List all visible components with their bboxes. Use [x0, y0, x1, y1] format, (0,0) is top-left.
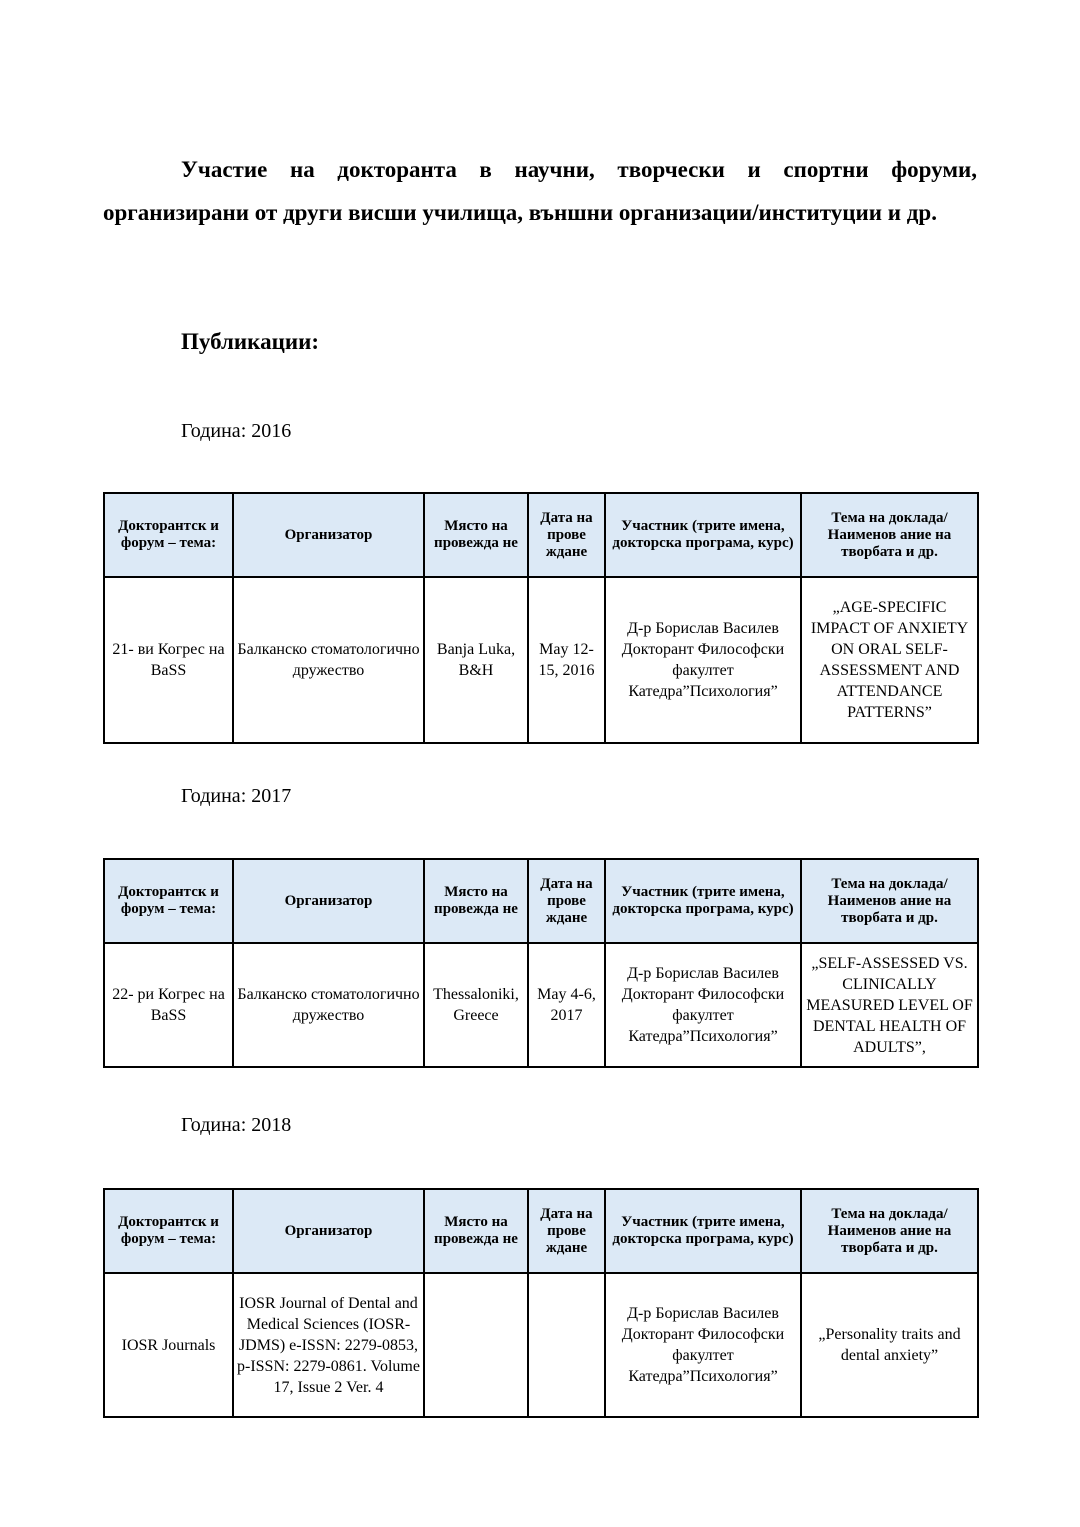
cell-place	[424, 1273, 528, 1417]
publications-table	[103, 858, 979, 1068]
header-date: Дата на прове ждане	[528, 1189, 605, 1273]
header-topic: Тема на доклада/Наименов ание на творбата и др.	[801, 859, 978, 943]
year-label: Година: 2018	[181, 1114, 292, 1136]
cell-forum: IOSR Journals	[104, 1273, 233, 1417]
cell-place: Thessaloniki, Greece	[424, 943, 528, 1067]
cell-participant: Д-р Борислав Василев Докторант Философски факултет Катедра”Психология”	[605, 943, 801, 1067]
year-label: Година: 2016	[181, 420, 292, 442]
header-organizer: Организатор	[233, 493, 424, 577]
header-date: Дата на прове ждане	[528, 859, 605, 943]
publications-table	[103, 492, 979, 744]
cell-participant: Д-р Борислав Василев Докторант Философски факултет Катедра”Психология”	[605, 577, 801, 743]
header-topic: Тема на доклада/Наименов ание на творбата и др.	[801, 493, 978, 577]
header-participant: Участник (трите имена, докторска програма, курс)	[605, 1189, 801, 1273]
header-forum: Докторантск и форум – тема:	[104, 493, 233, 577]
header-participant: Участник (трите имена, докторска програма, курс)	[605, 493, 801, 577]
table-row	[104, 1273, 978, 1417]
table-row	[104, 577, 978, 743]
cell-organizer: Балканско стоматологично дружество	[233, 943, 424, 1067]
publications-title: Публикации:	[181, 329, 319, 354]
header-forum: Докторантск и форум – тема:	[104, 859, 233, 943]
cell-date	[528, 1273, 605, 1417]
table-header-row	[104, 493, 978, 577]
cell-date: May 12-15, 2016	[528, 577, 605, 743]
cell-organizer: Балканско стоматологично дружество	[233, 577, 424, 743]
cell-participant: Д-р Борислав Василев Докторант Философски факултет Катедра”Психология”	[605, 1273, 801, 1417]
cell-place: Banja Luka, B&H	[424, 577, 528, 743]
header-topic: Тема на доклада/Наименов ание на творбата и др.	[801, 1189, 978, 1273]
header-place: Място на провежда не	[424, 1189, 528, 1273]
header-participant: Участник (трите имена, докторска програма, курс)	[605, 859, 801, 943]
header-organizer: Организатор	[233, 1189, 424, 1273]
cell-topic: „SELF-ASSESSED VS. CLINICALLY MEASURED LEVEL OF DENTAL HEALTH OF ADULTS”,	[801, 943, 978, 1067]
intro-heading: Участие на докторанта в научни, творчески и спортни форуми, организирани от други висши училища, външни организации/институции и др.	[103, 157, 977, 225]
header-place: Място на провежда не	[424, 493, 528, 577]
header-organizer: Организатор	[233, 859, 424, 943]
cell-topic: „Personality traits and dental anxiety”	[801, 1273, 978, 1417]
table-row	[104, 943, 978, 1067]
cell-organizer: IOSR Journal of Dental and Medical Sciences (IOSR-JDMS) e-ISSN: 2279-0853, p-ISSN: 2279-0861. Volume 17, Issue 2 Ver. 4	[233, 1273, 424, 1417]
year-label: Година: 2017	[181, 785, 292, 807]
cell-topic: „AGE-SPECIFIC IMPACT OF ANXIETY ON ORAL SELF-ASSESSMENT AND ATTENDANCE PATTERNS”	[801, 577, 978, 743]
cell-forum: 22- ри Когрес на BaSS	[104, 943, 233, 1067]
table-header-row	[104, 1189, 978, 1273]
publications-table	[103, 1188, 979, 1418]
header-forum: Докторантск и форум – тема:	[104, 1189, 233, 1273]
cell-date: May 4-6, 2017	[528, 943, 605, 1067]
header-date: Дата на прове ждане	[528, 493, 605, 577]
header-place: Място на провежда не	[424, 859, 528, 943]
table-header-row	[104, 859, 978, 943]
cell-forum: 21- ви Когрес на BaSS	[104, 577, 233, 743]
